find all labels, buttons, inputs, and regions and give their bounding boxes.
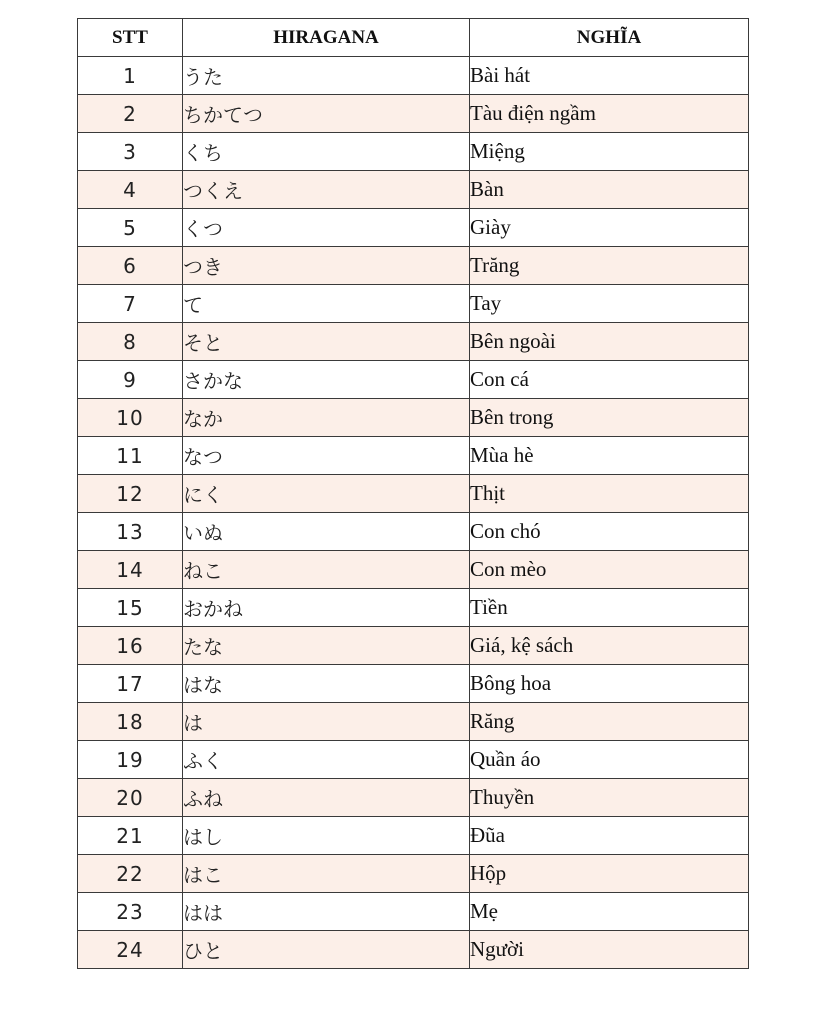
table-row bbox=[78, 703, 749, 741]
table-row bbox=[78, 665, 749, 703]
meaning-text: Mùa hè bbox=[470, 437, 749, 475]
hiragana-word: ねこ bbox=[183, 551, 470, 589]
row-number: 12 bbox=[78, 475, 183, 513]
meaning-text: Giá, kệ sách bbox=[470, 627, 749, 665]
table-body bbox=[78, 57, 749, 969]
hiragana-word: ひと bbox=[183, 931, 470, 969]
vocabulary-table bbox=[77, 18, 749, 969]
row-number: 24 bbox=[78, 931, 183, 969]
row-number: 18 bbox=[78, 703, 183, 741]
row-number: 7 bbox=[78, 285, 183, 323]
meaning-text: Mẹ bbox=[470, 893, 749, 931]
row-number: 16 bbox=[78, 627, 183, 665]
hiragana-word: そと bbox=[183, 323, 470, 361]
table-row bbox=[78, 95, 749, 133]
hiragana-word: うた bbox=[183, 57, 470, 95]
hiragana-word: たな bbox=[183, 627, 470, 665]
meaning-text: Con mèo bbox=[470, 551, 749, 589]
row-number: 19 bbox=[78, 741, 183, 779]
row-number: 11 bbox=[78, 437, 183, 475]
meaning-text: Con chó bbox=[470, 513, 749, 551]
table-row bbox=[78, 779, 749, 817]
row-number: 17 bbox=[78, 665, 183, 703]
table-row bbox=[78, 589, 749, 627]
table-header bbox=[78, 19, 749, 57]
row-number: 14 bbox=[78, 551, 183, 589]
table-row bbox=[78, 931, 749, 969]
row-number: 8 bbox=[78, 323, 183, 361]
hiragana-word: はこ bbox=[183, 855, 470, 893]
hiragana-word: て bbox=[183, 285, 470, 323]
hiragana-word: はな bbox=[183, 665, 470, 703]
row-number: 20 bbox=[78, 779, 183, 817]
row-number: 15 bbox=[78, 589, 183, 627]
meaning-text: Bên ngoài bbox=[470, 323, 749, 361]
meaning-text: Bên trong bbox=[470, 399, 749, 437]
meaning-text: Răng bbox=[470, 703, 749, 741]
table-row bbox=[78, 551, 749, 589]
table-row bbox=[78, 855, 749, 893]
header-stt: STT bbox=[78, 19, 183, 57]
hiragana-word: いぬ bbox=[183, 513, 470, 551]
row-number: 10 bbox=[78, 399, 183, 437]
row-number: 2 bbox=[78, 95, 183, 133]
row-number: 1 bbox=[78, 57, 183, 95]
meaning-text: Thịt bbox=[470, 475, 749, 513]
row-number: 9 bbox=[78, 361, 183, 399]
row-number: 6 bbox=[78, 247, 183, 285]
table-row bbox=[78, 893, 749, 931]
row-number: 22 bbox=[78, 855, 183, 893]
table-row bbox=[78, 741, 749, 779]
meaning-text: Hộp bbox=[470, 855, 749, 893]
meaning-text: Trăng bbox=[470, 247, 749, 285]
table-row bbox=[78, 171, 749, 209]
meaning-text: Con cá bbox=[470, 361, 749, 399]
row-number: 4 bbox=[78, 171, 183, 209]
table-row bbox=[78, 437, 749, 475]
header-hiragana: HIRAGANA bbox=[183, 19, 470, 57]
meaning-text: Bông hoa bbox=[470, 665, 749, 703]
hiragana-word: さかな bbox=[183, 361, 470, 399]
table-row bbox=[78, 133, 749, 171]
meaning-text: Tiền bbox=[470, 589, 749, 627]
hiragana-word: なつ bbox=[183, 437, 470, 475]
hiragana-word: ふね bbox=[183, 779, 470, 817]
meaning-text: Giày bbox=[470, 209, 749, 247]
meaning-text: Bàn bbox=[470, 171, 749, 209]
hiragana-word: くち bbox=[183, 133, 470, 171]
hiragana-word: ちかてつ bbox=[183, 95, 470, 133]
hiragana-word: にく bbox=[183, 475, 470, 513]
table-row bbox=[78, 361, 749, 399]
meaning-text: Thuyền bbox=[470, 779, 749, 817]
meaning-text: Tàu điện ngầm bbox=[470, 95, 749, 133]
hiragana-word: はは bbox=[183, 893, 470, 931]
row-number: 23 bbox=[78, 893, 183, 931]
hiragana-word: なか bbox=[183, 399, 470, 437]
hiragana-word: つき bbox=[183, 247, 470, 285]
hiragana-word: くつ bbox=[183, 209, 470, 247]
row-number: 13 bbox=[78, 513, 183, 551]
header-meaning: NGHĨA bbox=[470, 19, 749, 57]
table-row bbox=[78, 285, 749, 323]
table-row bbox=[78, 247, 749, 285]
table-row bbox=[78, 399, 749, 437]
hiragana-word: つくえ bbox=[183, 171, 470, 209]
hiragana-word: おかね bbox=[183, 589, 470, 627]
row-number: 3 bbox=[78, 133, 183, 171]
table-row bbox=[78, 475, 749, 513]
meaning-text: Quần áo bbox=[470, 741, 749, 779]
table-row bbox=[78, 627, 749, 665]
hiragana-word: ふく bbox=[183, 741, 470, 779]
row-number: 5 bbox=[78, 209, 183, 247]
table-row bbox=[78, 817, 749, 855]
table-row bbox=[78, 323, 749, 361]
header-row bbox=[78, 19, 749, 57]
meaning-text: Bài hát bbox=[470, 57, 749, 95]
hiragana-word: はし bbox=[183, 817, 470, 855]
meaning-text: Miệng bbox=[470, 133, 749, 171]
table-row bbox=[78, 57, 749, 95]
hiragana-word: は bbox=[183, 703, 470, 741]
meaning-text: Đũa bbox=[470, 817, 749, 855]
row-number: 21 bbox=[78, 817, 183, 855]
meaning-text: Tay bbox=[470, 285, 749, 323]
table-row bbox=[78, 513, 749, 551]
table-row bbox=[78, 209, 749, 247]
meaning-text: Người bbox=[470, 931, 749, 969]
